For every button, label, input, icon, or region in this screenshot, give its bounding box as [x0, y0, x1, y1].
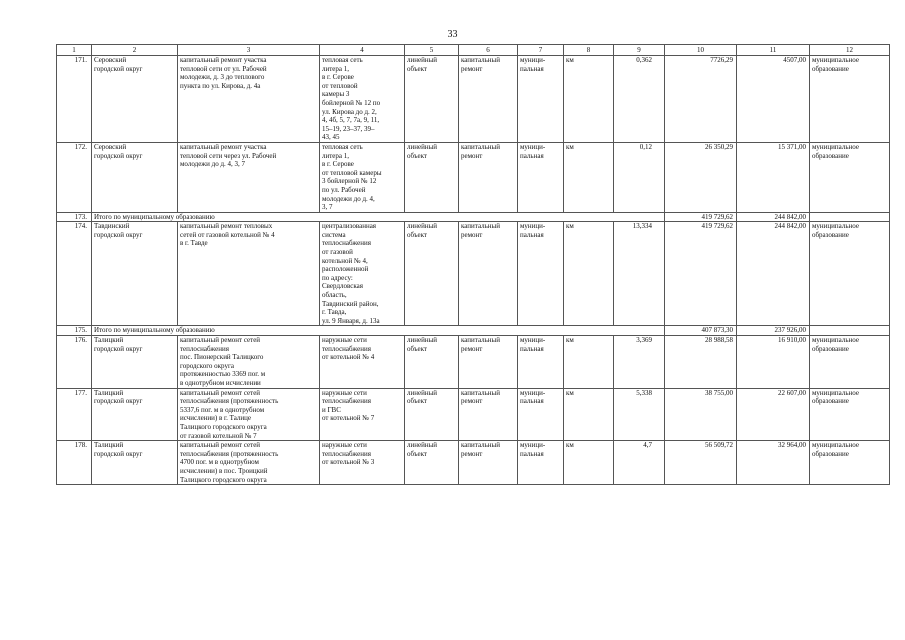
object-type: линейный объект — [405, 222, 459, 326]
district: Талицкий городской округ — [92, 388, 178, 441]
table-row — [57, 56, 890, 143]
project-name: капитальный ремонт сетей теплоснабжения (протяженность 5337,6 пог. м в однотрубном исчислении) в г. Талице Талицкого городского округа от газовой котельной № 7 — [178, 388, 320, 441]
recipient: муниципальное образование — [810, 222, 890, 326]
total-row — [57, 326, 890, 336]
ownership: муници- пальная — [518, 388, 564, 441]
district: Серовский городской округ — [92, 56, 178, 143]
object-description: наружные сети теплоснабжения от котельной № 4 — [320, 336, 405, 389]
object-type: линейный объект — [405, 441, 459, 485]
row-number: 173. — [57, 212, 92, 222]
district: Тавдинский городской округ — [92, 222, 178, 326]
row-number: 172. — [57, 142, 92, 212]
page-number: 33 — [447, 29, 458, 40]
ownership: муници- пальная — [518, 142, 564, 212]
recipient: муниципальное образование — [810, 336, 890, 389]
work-type: капитальный ремонт — [459, 222, 518, 326]
cost-total: 56 509,72 — [665, 441, 737, 485]
table-row — [57, 336, 890, 389]
recipient — [810, 212, 890, 222]
row-number: 178. — [57, 441, 92, 485]
cost-budget: 244 842,00 — [737, 222, 810, 326]
cost-budget: 4507,00 — [737, 56, 810, 143]
table-row — [57, 388, 890, 441]
column-header: 8 — [564, 45, 614, 56]
unit: км — [564, 56, 614, 143]
unit: км — [564, 441, 614, 485]
object-type: линейный объект — [405, 388, 459, 441]
column-header: 5 — [405, 45, 459, 56]
recipient: муниципальное образование — [810, 142, 890, 212]
district: Серовский городской округ — [92, 142, 178, 212]
column-header: 11 — [737, 45, 810, 56]
capacity: 0,12 — [614, 142, 665, 212]
column-header: 10 — [665, 45, 737, 56]
cost-total: 38 755,00 — [665, 388, 737, 441]
object-description: наружные сети теплоснабжения от котельной № 3 — [320, 441, 405, 485]
object-description: наружные сети теплоснабжения и ГВС от котельной № 7 — [320, 388, 405, 441]
cost-total: 28 988,58 — [665, 336, 737, 389]
table-row — [57, 142, 890, 212]
work-type: капитальный ремонт — [459, 336, 518, 389]
column-header: 12 — [810, 45, 890, 56]
object-type: линейный объект — [405, 142, 459, 212]
district: Талицкий городской округ — [92, 336, 178, 389]
investment-table — [56, 44, 890, 485]
capacity: 4,7 — [614, 441, 665, 485]
row-number: 175. — [57, 326, 92, 336]
unit: км — [564, 142, 614, 212]
table-row — [57, 441, 890, 485]
project-name: капитальный ремонт участка тепловой сети от ул. Рабочей молодежи, д. 3 до теплового пункта по ул. Кирова, д. 4а — [178, 56, 320, 143]
column-header: 3 — [178, 45, 320, 56]
unit: км — [564, 222, 614, 326]
column-header: 4 — [320, 45, 405, 56]
column-header: 9 — [614, 45, 665, 56]
project-name: капитальный ремонт тепловых сетей от газовой котельной № 4 в г. Тавде — [178, 222, 320, 326]
column-header: 7 — [518, 45, 564, 56]
ownership: муници- пальная — [518, 336, 564, 389]
cost-budget: 16 910,00 — [737, 336, 810, 389]
capacity: 13,334 — [614, 222, 665, 326]
ownership: муници- пальная — [518, 222, 564, 326]
cost-budget: 237 926,00 — [737, 326, 810, 336]
cost-total: 26 350,29 — [665, 142, 737, 212]
work-type: капитальный ремонт — [459, 56, 518, 143]
capacity: 0,362 — [614, 56, 665, 143]
project-name: капитальный ремонт сетей теплоснабжения (протяженность 4700 пог. м в однотрубном исчислении) в пос. Троицкий Талицкого городского округа — [178, 441, 320, 485]
object-description: централизованная система теплоснабжения от газовой котельной № 4, расположенной по адресу: Свердловская область, Тавдинский район, г. Тавда, ул. 9 Января, д. 13а — [320, 222, 405, 326]
object-type: линейный объект — [405, 336, 459, 389]
recipient: муниципальное образование — [810, 388, 890, 441]
object-type: линейный объект — [405, 56, 459, 143]
work-type: капитальный ремонт — [459, 142, 518, 212]
total-label: Итого по муниципальному образованию — [92, 326, 665, 336]
column-header: 6 — [459, 45, 518, 56]
row-number: 176. — [57, 336, 92, 389]
table-row — [57, 222, 890, 326]
work-type: капитальный ремонт — [459, 388, 518, 441]
project-name: капитальный ремонт участка тепловой сети через ул. Рабочей молодежи до д. 4, 3, 7 — [178, 142, 320, 212]
project-name: капитальный ремонт сетей теплоснабжения пос. Пионерский Талицкого городского округа протяженностью 3369 пог. м в однотрубном исчислении — [178, 336, 320, 389]
column-header: 1 — [57, 45, 92, 56]
ownership: муници- пальная — [518, 441, 564, 485]
cost-budget: 22 607,00 — [737, 388, 810, 441]
column-number-row — [57, 45, 890, 56]
recipient: муниципальное образование — [810, 56, 890, 143]
cost-budget: 32 964,00 — [737, 441, 810, 485]
cost-total: 407 873,30 — [665, 326, 737, 336]
column-header: 2 — [92, 45, 178, 56]
capacity: 3,369 — [614, 336, 665, 389]
total-label: Итого по муниципальному образованию — [92, 212, 665, 222]
total-row — [57, 212, 890, 222]
recipient: муниципальное образование — [810, 441, 890, 485]
cost-total: 7726,29 — [665, 56, 737, 143]
object-description: тепловая сеть литера 1, в г. Серове от тепловой камеры 3 бойлерной № 12 по ул. Кирова до д. 2, 4, 4б, 5, 7, 7а, 9, 11, 15–19, 23–37, 39– 43, 45 — [320, 56, 405, 143]
ownership: муници- пальная — [518, 56, 564, 143]
capacity: 5,338 — [614, 388, 665, 441]
cost-budget: 15 371,00 — [737, 142, 810, 212]
district: Талицкий городской округ — [92, 441, 178, 485]
cost-budget: 244 842,00 — [737, 212, 810, 222]
row-number: 174. — [57, 222, 92, 326]
row-number: 171. — [57, 56, 92, 143]
unit: км — [564, 388, 614, 441]
recipient — [810, 326, 890, 336]
cost-total: 419 729,62 — [665, 212, 737, 222]
cost-total: 419 729,62 — [665, 222, 737, 326]
unit: км — [564, 336, 614, 389]
row-number: 177. — [57, 388, 92, 441]
object-description: тепловая сеть литера 1, в г. Серове от тепловой камеры 3 бойлерной № 12 по ул. Рабочей молодежи до д. 4, 3, 7 — [320, 142, 405, 212]
work-type: капитальный ремонт — [459, 441, 518, 485]
